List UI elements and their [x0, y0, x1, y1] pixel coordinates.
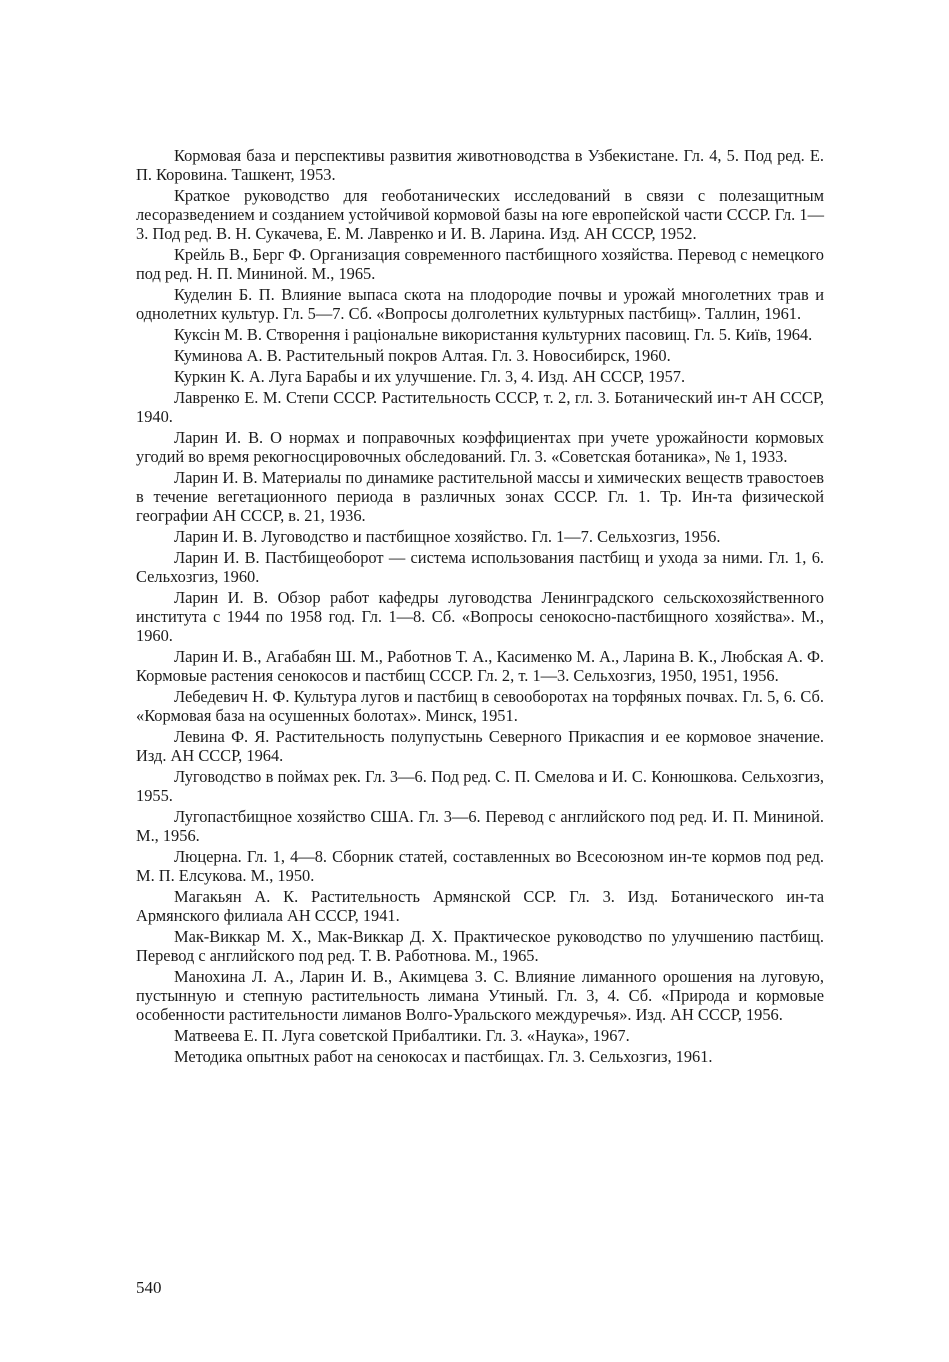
- bibliography-entry: Манохина Л. А., Ларин И. В., Акимцева З. С. Влияние лиманного орошения на луговую, пустынную и степную растительность лимана Утиный. Гл. 3, 4. Сб. «Природа и кормовые особенности растительности лиманов Волго-Уральского междуречья». Изд. АН СССР, 1956.: [136, 966, 824, 1025]
- page-number: 540: [136, 1278, 162, 1297]
- bibliography-entry: Ларин И. В. Материалы по динамике растительной массы и химических веществ травостоев в течение вегетационного периода в различных зонах СССР. Гл. 1. Тр. Ин-та физической географии АН СССР, в. 21, 1936.: [136, 467, 824, 525]
- bibliography-entry: Лебедевич Н. Ф. Культура лугов и пастбищ в севооборотах на торфяных почвах. Гл. 5, 6. Сб. «Кормовая база на осушенных болотах». Минск, 1951.: [136, 686, 824, 725]
- bibliography-entry: Матвеева Е. П. Луга советской Прибалтики. Гл. 3. «Наука», 1967.: [174, 1026, 630, 1045]
- bibliography-entry: Ларин И. В. Луговодство и пастбищное хозяйство. Гл. 1—7. Сельхозгиз, 1956.: [174, 526, 721, 546]
- bibliography-entry: Куксін М. В. Створення і раціональне використання культурних пасовищ. Гл. 5. Київ, 1964.: [174, 325, 813, 345]
- bibliography-entry: Люцерна. Гл. 1, 4—8. Сборник статей, составленных во Всесоюзном ин-те кормов под ред. М. П. Елсукова. М., 1950.: [136, 846, 824, 885]
- bibliography-entry: Куминова А. В. Растительный покров Алтая. Гл. 3. Новосибирск, 1960.: [174, 346, 671, 365]
- bibliography-entry: Лугопастбищное хозяйство США. Гл. 3—6. Перевод с английского под ред. И. П. Мининой. М., 1956.: [136, 806, 824, 845]
- bibliography-entry: Ларин И. В. Обзор работ кафедры луговодства Ленинградского сельскохозяйственного института с 1944 по 1958 год. Гл. 1—8. Сб. «Вопросы сенокосно-пастбищного хозяйства». М., 1960.: [136, 587, 824, 645]
- bibliography-entry: Кормовая база и перспективы развития животноводства в Узбекистане. Гл. 4, 5. Под ред. Е. П. Коровина. Ташкент, 1953.: [136, 146, 824, 185]
- bibliography-entry: Ларин И. В. Пастбищеоборот — система использования пастбищ и ухода за ними. Гл. 1, 6. Сельхозгиз, 1960.: [136, 547, 824, 586]
- bibliography-entry: Куделин Б. П. Влияние выпаса скота на плодородие почвы и урожай многолетних трав и однолетних культур. Гл. 5—7. Сб. «Вопросы долголетних культурных пастбищ». Таллин, 1961.: [136, 285, 824, 324]
- bibliography-entry: Куркин К. А. Луга Барабы и их улучшение. Гл. 3, 4. Изд. АН СССР, 1957.: [174, 366, 686, 386]
- bibliography-entry: Ларин И. В., Агабабян Ш. М., Работнов Т. А., Касименко М. А., Ларина В. К., Любская А. Ф. Кормовые растения сенокосов и пастбищ СССР. Гл. 2, т. 1—3. Сельхозгиз, 1950, 1951, 1956.: [136, 646, 824, 685]
- bibliography-entry: Лавренко Е. М. Степи СССР. Растительность СССР, т. 2, гл. 3. Ботанический ин-т АН СССР, 1940.: [136, 387, 824, 426]
- bibliography-entry: Методика опытных работ на сенокосах и пастбищах. Гл. 3. Сельхозгиз, 1961.: [174, 1046, 713, 1066]
- bibliography-text: [136, 146, 824, 1068]
- bibliography-entry: Мак-Виккар М. Х., Мак-Виккар Д. Х. Практическое руководство по улучшению пастбищ. Перевод с английского под ред. Т. В. Работнова. М., 1965.: [136, 926, 824, 965]
- bibliography-entry: Луговодство в поймах рек. Гл. 3—6. Под ред. С. П. Смелова и И. С. Конюшкова. Сельхозгиз, 1955.: [136, 766, 824, 805]
- bibliography-entry: Крейль В., Берг Ф. Организация современного пастбищного хозяйства. Перевод с немецкого под ред. Н. П. Мининой. М., 1965.: [136, 245, 824, 284]
- bibliography-entry: Ларин И. В. О нормах и поправочных коэффициентах при учете урожайности кормовых угодий во время рекогносцировочных обследований. Гл. 3. «Советская ботаника», № 1, 1933.: [136, 427, 824, 466]
- bibliography-entry: Левина Ф. Я. Растительность полупустынь Северного Прикаспия и ее кормовое значение. Изд. АН СССР, 1964.: [136, 726, 824, 765]
- bibliography-entry: Магакьян А. К. Растительность Армянской ССР. Гл. 3. Изд. Ботанического ин-та Армянского филиала АН СССР, 1941.: [136, 886, 824, 925]
- bibliography-entry: Краткое руководство для геоботанических исследований в связи с полезащитным лесоразведением и созданием устойчивой кормовой базы на юге европейской части СССР. Гл. 1—3. Под ред. В. Н. Сукачева, Е. М. Лавренко и И. В. Ларина. Изд. АН СССР, 1952.: [136, 186, 824, 244]
